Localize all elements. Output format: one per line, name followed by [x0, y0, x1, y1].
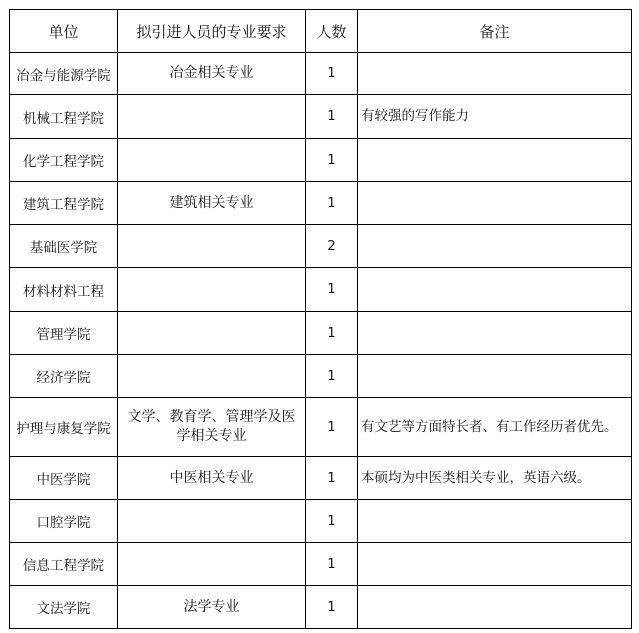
requirement-cell: 冶金相关专业 [118, 53, 306, 95]
requirement-cell [118, 312, 306, 355]
requirement-cell: 文学、教育学、管理学及医学相关专业 [118, 398, 306, 457]
requirement-cell [118, 500, 306, 543]
count-cell: 1 [306, 500, 358, 543]
unit-cell: 化学工程学院 [10, 139, 118, 182]
unit-cell: 基础医学院 [10, 225, 118, 268]
count-cell: 1 [306, 95, 358, 139]
unit-cell: 建筑工程学院 [10, 182, 118, 225]
header-row [10, 10, 632, 53]
table-row [10, 457, 632, 500]
note-cell [358, 139, 632, 182]
note-cell [358, 312, 632, 355]
count-cell: 1 [306, 355, 358, 398]
count-cell: 1 [306, 312, 358, 355]
table-row [10, 543, 632, 586]
count-cell: 2 [306, 225, 358, 268]
count-cell: 1 [306, 182, 358, 225]
count-cell: 1 [306, 53, 358, 95]
requirement-cell: 中医相关专业 [118, 457, 306, 500]
header-unit: 单位 [10, 10, 118, 53]
count-cell: 1 [306, 457, 358, 500]
table-row [10, 225, 632, 268]
unit-cell: 冶金与能源学院 [10, 53, 118, 95]
table-body [10, 53, 632, 629]
unit-cell: 中医学院 [10, 457, 118, 500]
unit-cell: 文法学院 [10, 586, 118, 629]
header-requirement: 拟引进人员的专业要求 [118, 10, 306, 53]
requirement-cell [118, 225, 306, 268]
note-cell [358, 225, 632, 268]
count-cell: 1 [306, 398, 358, 457]
table-row [10, 182, 632, 225]
requirement-cell: 建筑相关专业 [118, 182, 306, 225]
count-cell: 1 [306, 543, 358, 586]
note-cell [358, 268, 632, 312]
note-cell [358, 355, 632, 398]
requirement-cell [118, 355, 306, 398]
count-cell: 1 [306, 268, 358, 312]
table-row [10, 268, 632, 312]
note-cell [358, 500, 632, 543]
unit-cell: 口腔学院 [10, 500, 118, 543]
table-row [10, 53, 632, 95]
note-cell: 本硕均为中医类相关专业，英语六级。 [358, 457, 632, 500]
unit-cell: 信息工程学院 [10, 543, 118, 586]
header-note: 备注 [358, 10, 632, 53]
note-cell [358, 53, 632, 95]
table-row [10, 312, 632, 355]
unit-cell: 机械工程学院 [10, 95, 118, 139]
unit-cell: 经济学院 [10, 355, 118, 398]
unit-cell: 材料材料工程 [10, 268, 118, 312]
header-count: 人数 [306, 10, 358, 53]
table-row [10, 95, 632, 139]
table-row [10, 398, 632, 457]
unit-cell: 护理与康复学院 [10, 398, 118, 457]
unit-cell: 管理学院 [10, 312, 118, 355]
note-cell [358, 586, 632, 629]
table-row [10, 355, 632, 398]
recruitment-table [9, 9, 632, 629]
count-cell: 1 [306, 586, 358, 629]
note-cell [358, 543, 632, 586]
requirement-cell [118, 95, 306, 139]
note-cell: 有较强的写作能力 [358, 95, 632, 139]
requirement-cell [118, 268, 306, 312]
table-row [10, 586, 632, 629]
table-row [10, 500, 632, 543]
note-cell: 有文艺等方面特长者、有工作经历者优先。 [358, 398, 632, 457]
requirement-cell [118, 139, 306, 182]
table-row [10, 139, 632, 182]
requirement-cell [118, 543, 306, 586]
note-cell [358, 182, 632, 225]
requirement-cell: 法学专业 [118, 586, 306, 629]
count-cell: 1 [306, 139, 358, 182]
